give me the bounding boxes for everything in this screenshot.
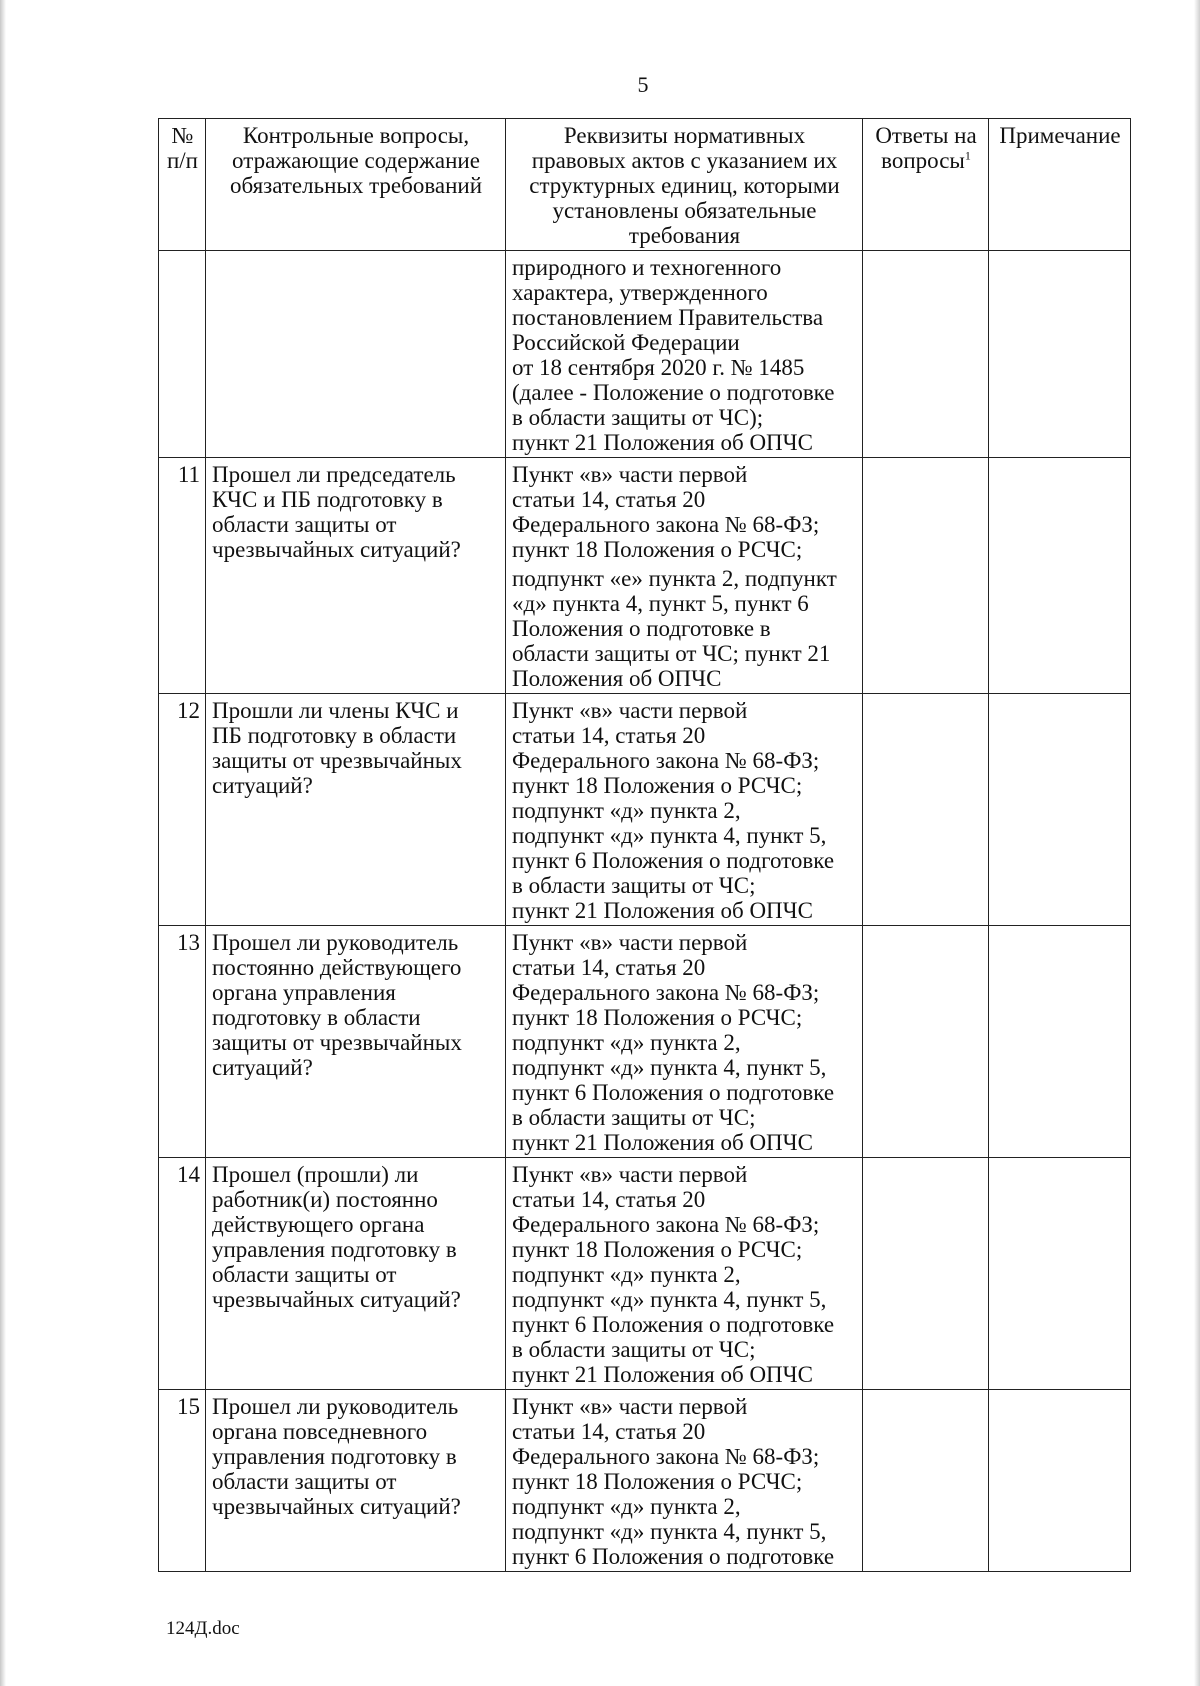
requisite-line: подпункт «д» пункта 4, пункт 5, xyxy=(512,823,827,848)
note-cell xyxy=(989,458,1131,694)
requisite-line: Пункт «в» части первой xyxy=(512,930,748,955)
table-row xyxy=(159,251,1131,458)
requisite-line: Федерального закона № 68-ФЗ; xyxy=(512,1212,820,1237)
scan-edge-left xyxy=(0,0,6,1686)
legal-requisites xyxy=(506,694,863,926)
requisite-line: от 18 сентября 2020 г. № 1485 xyxy=(512,355,805,380)
legal-requisites xyxy=(506,458,863,694)
question-line: управления подготовку в xyxy=(212,1444,457,1469)
requisite-line: подпункт «д» пункта 2, xyxy=(512,1262,741,1287)
requisite-line: пункт 6 Положения о подготовке xyxy=(512,1312,835,1337)
question-line: постоянно действующего xyxy=(212,955,462,980)
question-line: чрезвычайных ситуаций? xyxy=(212,1287,461,1312)
requisite-line: пункт 18 Положения о РСЧС; xyxy=(512,1005,803,1030)
requisite-line: «д» пункта 4, пункт 5, пункт 6 xyxy=(512,591,809,616)
requisite-line: (далее - Положение о подготовке xyxy=(512,380,835,405)
scan-edge-right xyxy=(1194,0,1200,1686)
question-line: ситуаций? xyxy=(212,1055,313,1080)
requisite-line: Пункт «в» части первой xyxy=(512,462,748,487)
question-line: ситуаций? xyxy=(212,773,313,798)
answer-cell xyxy=(863,1158,989,1390)
header-note: Примечание xyxy=(989,119,1131,251)
requisite-line: области защиты от ЧС; пункт 21 xyxy=(512,641,831,666)
table-row xyxy=(159,1158,1131,1390)
note-cell xyxy=(989,1158,1131,1390)
question-line: чрезвычайных ситуаций? xyxy=(212,1494,461,1519)
question-line: области защиты от xyxy=(212,1469,397,1494)
answer-cell xyxy=(863,926,989,1158)
row-number: 12 xyxy=(159,694,206,926)
requisite-line: пункт 6 Положения о подготовке xyxy=(512,1544,835,1569)
checklist-table xyxy=(158,118,1131,1572)
question-line: Прошли ли члены КЧС и xyxy=(212,698,459,723)
legal-requisites xyxy=(506,1158,863,1390)
requisite-line: Федерального закона № 68-ФЗ; xyxy=(512,748,820,773)
answer-cell xyxy=(863,694,989,926)
footnote-marker: 1 xyxy=(964,148,971,163)
question-line: Прошел ли руководитель xyxy=(212,930,459,955)
question-line: управления подготовку в xyxy=(212,1237,457,1262)
control-question xyxy=(206,1390,506,1572)
answer-cell xyxy=(863,251,989,458)
header-requisites: Реквизиты нормативных правовых актов с указанием их структурных единиц, которыми установлены обязательные требования xyxy=(506,119,863,251)
table-body xyxy=(159,251,1131,1572)
requisite-line: статьи 14, статья 20 xyxy=(512,1187,706,1212)
requisite-line: Положения о подготовке в xyxy=(512,616,771,641)
requisite-line: Федерального закона № 68-ФЗ; xyxy=(512,512,820,537)
control-question xyxy=(206,694,506,926)
answer-cell xyxy=(863,458,989,694)
row-number xyxy=(159,251,206,458)
requisite-line: статьи 14, статья 20 xyxy=(512,955,706,980)
question-line: подготовку в области xyxy=(212,1005,421,1030)
legal-requisites xyxy=(506,1390,863,1572)
requisite-line: в области защиты от ЧС); xyxy=(512,405,764,430)
requisite-line: Федерального закона № 68-ФЗ; xyxy=(512,980,820,1005)
question-line: Прошел ли председатель xyxy=(212,462,456,487)
table-row xyxy=(159,458,1131,694)
note-cell xyxy=(989,251,1131,458)
row-number: 11 xyxy=(159,458,206,694)
requisite-line: подпункт «д» пункта 2, xyxy=(512,1030,741,1055)
note-cell xyxy=(989,1390,1131,1572)
requisite-line: природного и техногенного xyxy=(512,255,782,280)
requisite-line: пункт 18 Положения о РСЧС; xyxy=(512,1237,803,1262)
header-answers: Ответы на вопросы$^1$ xyxy=(863,119,989,251)
question-line: ПБ подготовку в области xyxy=(212,723,457,748)
requisite-line: пункт 21 Положения об ОПЧС xyxy=(512,1362,813,1387)
requisite-line: Пункт «в» части первой xyxy=(512,1394,748,1419)
table-header-row xyxy=(159,119,1131,251)
header-question: Контрольные вопросы, отражающие содержание обязательных требований xyxy=(206,119,506,251)
requisite-line: пункт 18 Положения о РСЧС; xyxy=(512,773,803,798)
control-question xyxy=(206,251,506,458)
requisite-line: пункт 18 Положения о РСЧС; xyxy=(512,537,803,562)
question-line: действующего органа xyxy=(212,1212,425,1237)
question-line: работник(и) постоянно xyxy=(212,1187,438,1212)
table-row xyxy=(159,694,1131,926)
requisite-line: пункт 6 Положения о подготовке xyxy=(512,1080,835,1105)
requisite-line: пункт 18 Положения о РСЧС; xyxy=(512,1469,803,1494)
requisite-line: Федерального закона № 68-ФЗ; xyxy=(512,1444,820,1469)
requisite-line: статьи 14, статья 20 xyxy=(512,723,706,748)
requisite-line: Российской Федерации xyxy=(512,330,740,355)
question-line: Прошел ли руководитель xyxy=(212,1394,459,1419)
header-num: № п/п xyxy=(159,119,206,251)
note-cell xyxy=(989,694,1131,926)
footer-filename: 124Д.doc xyxy=(166,1618,240,1639)
page-number: 5 xyxy=(637,72,649,97)
requisite-line: постановлением Правительства xyxy=(512,305,824,330)
row-number: 13 xyxy=(159,926,206,1158)
control-question xyxy=(206,1158,506,1390)
control-question xyxy=(206,926,506,1158)
requisite-line: подпункт «д» пункта 4, пункт 5, xyxy=(512,1287,827,1312)
question-line: органа повседневного xyxy=(212,1419,428,1444)
table-row xyxy=(159,926,1131,1158)
requisite-line: пункт 21 Положения об ОПЧС xyxy=(512,1130,813,1155)
requisite-line: в области защиты от ЧС; xyxy=(512,1105,756,1130)
question-line: области защиты от xyxy=(212,512,397,537)
requisite-line: подпункт «е» пункта 2, подпункт xyxy=(512,566,837,591)
requisite-line: статьи 14, статья 20 xyxy=(512,1419,706,1444)
question-line: защиты от чрезвычайных xyxy=(212,1030,462,1055)
answer-cell xyxy=(863,1390,989,1572)
row-number: 14 xyxy=(159,1158,206,1390)
requisite-line: статьи 14, статья 20 xyxy=(512,487,706,512)
requisite-line: Пункт «в» части первой xyxy=(512,1162,748,1187)
question-line: КЧС и ПБ подготовку в xyxy=(212,487,443,512)
question-line: области защиты от xyxy=(212,1262,397,1287)
table-row xyxy=(159,1390,1131,1572)
requisite-line: в области защиты от ЧС; xyxy=(512,873,756,898)
requisite-line: подпункт «д» пункта 4, пункт 5, xyxy=(512,1055,827,1080)
requisite-line: характера, утвержденного xyxy=(512,280,768,305)
requisite-line: пункт 21 Положения об ОПЧС xyxy=(512,898,813,923)
note-cell xyxy=(989,926,1131,1158)
requisite-line: Пункт «в» части первой xyxy=(512,698,748,723)
requisite-line: подпункт «д» пункта 2, xyxy=(512,1494,741,1519)
control-question xyxy=(206,458,506,694)
question-line: Прошел (прошли) ли xyxy=(212,1162,419,1187)
legal-requisites xyxy=(506,251,863,458)
requisite-line: пункт 6 Положения о подготовке xyxy=(512,848,835,873)
legal-requisites xyxy=(506,926,863,1158)
requisite-line: Положения об ОПЧС xyxy=(512,666,722,691)
question-line: чрезвычайных ситуаций? xyxy=(212,537,461,562)
question-line: защиты от чрезвычайных xyxy=(212,748,462,773)
requisite-line: пункт 21 Положения об ОПЧС xyxy=(512,430,813,455)
requisite-line: подпункт «д» пункта 2, xyxy=(512,798,741,823)
requisite-line: подпункт «д» пункта 4, пункт 5, xyxy=(512,1519,827,1544)
requisite-line: в области защиты от ЧС; xyxy=(512,1337,756,1362)
row-number: 15 xyxy=(159,1390,206,1572)
question-line: органа управления xyxy=(212,980,396,1005)
